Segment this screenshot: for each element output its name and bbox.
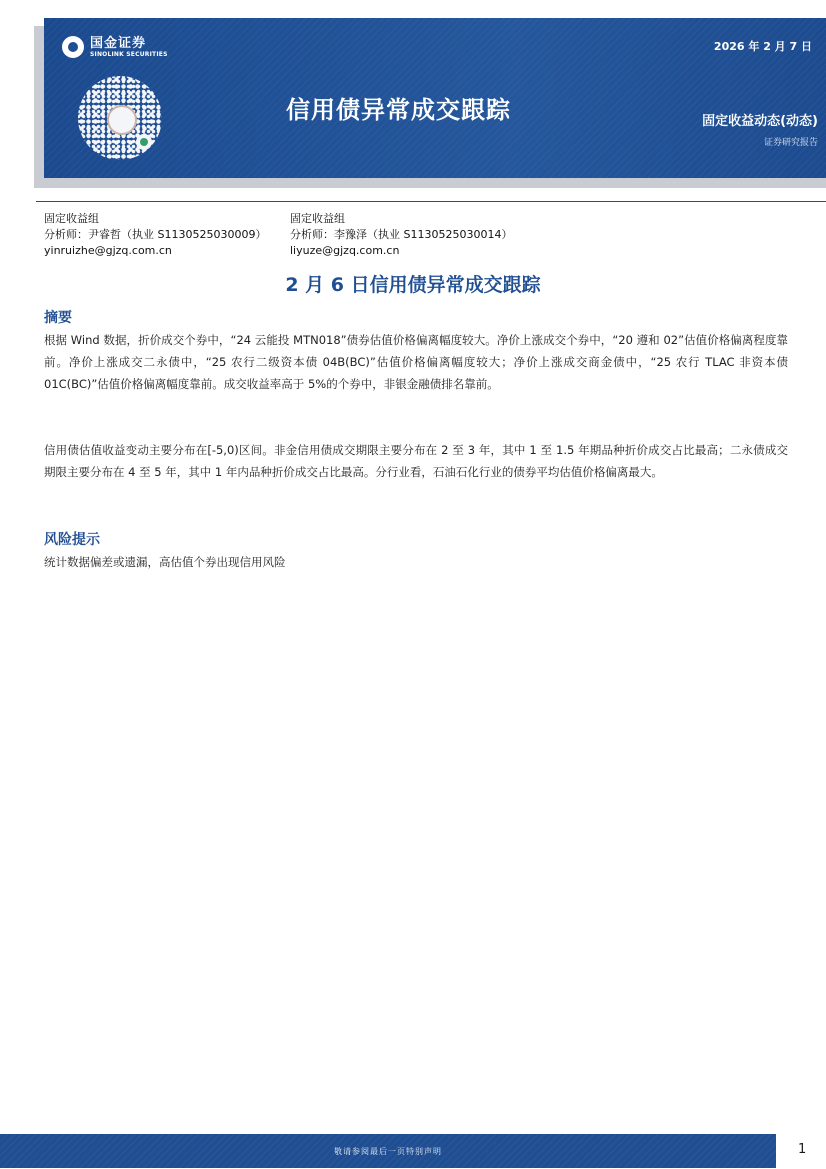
logo-english-name: SINOLINK SECURITIES xyxy=(90,50,168,58)
report-type: 固定收益动态(动态) xyxy=(702,114,818,129)
logo-chinese-name: 国金证券 xyxy=(90,35,147,51)
page-number: 1 xyxy=(798,1142,807,1157)
summary-heading: 摘要 xyxy=(44,310,72,326)
logo-icon xyxy=(62,36,84,58)
qr-code-icon xyxy=(78,76,162,160)
analyst-block xyxy=(44,211,266,259)
analyst-group: 固定收益组 xyxy=(44,212,99,225)
footer-disclaimer-note: 敬请参阅最后一页特别声明 xyxy=(334,1147,442,1156)
company-logo xyxy=(62,36,168,58)
report-date: 2026 年 2 月 7 日 xyxy=(713,40,812,53)
analyst-group: 固定收益组 xyxy=(290,212,345,225)
summary-paragraph: 信用债估值收益变动主要分布在[-5,0)区间。非金信用债成交期限主要分布在 2 至 3 年，其中 1 至 1.5 年期品种折价成交占比最高；二永债成交期限主要分布在 4 至 5 年，其中 1 年内品种折价成交占比最高。分行业看，石油石化行业的债券平均估值价格偏离最大。 xyxy=(44,443,788,479)
qr-center-logo xyxy=(107,105,137,135)
analyst-email: liyuze@gjzq.com.cn xyxy=(290,244,400,257)
report-title: 2 月 6 日信用债异常成交跟踪 xyxy=(285,274,541,296)
analyst-name: 分析师：李豫泽（执业 S1130525030014） xyxy=(290,228,513,241)
report-header-banner xyxy=(44,18,826,178)
analyst-name: 分析师：尹睿哲（执业 S1130525030009） xyxy=(44,228,267,241)
header-title: 信用债异常成交跟踪 xyxy=(286,96,511,124)
summary-paragraph: 根据 Wind 数据，折价成交个券中，“24 云能投 MTN018”债券估值价格偏离幅度较大。净价上涨成交个券中，“20 遵和 02”估值价格偏离程度靠前。净价上涨成交二永债中，“25 农行二级资本债 04B(BC)”估值价格偏离幅度较大；净价上涨成交商金债中，“25 农行 TLAC 非资本债 01C(BC)”估值价格偏离幅度靠前。成交收益率高于 5%的个券中，非银金融债排名靠前。 xyxy=(44,333,788,391)
analyst-block xyxy=(290,211,512,259)
analyst-email: yinruizhe@gjzq.com.cn xyxy=(44,244,172,257)
risk-heading: 风险提示 xyxy=(44,532,100,548)
mini-program-icon xyxy=(136,134,152,150)
header-divider xyxy=(36,201,826,202)
risk-text: 统计数据偏差或遗漏，高估值个券出现信用风险 xyxy=(44,555,286,569)
report-subtype: 证券研究报告 xyxy=(763,138,818,148)
